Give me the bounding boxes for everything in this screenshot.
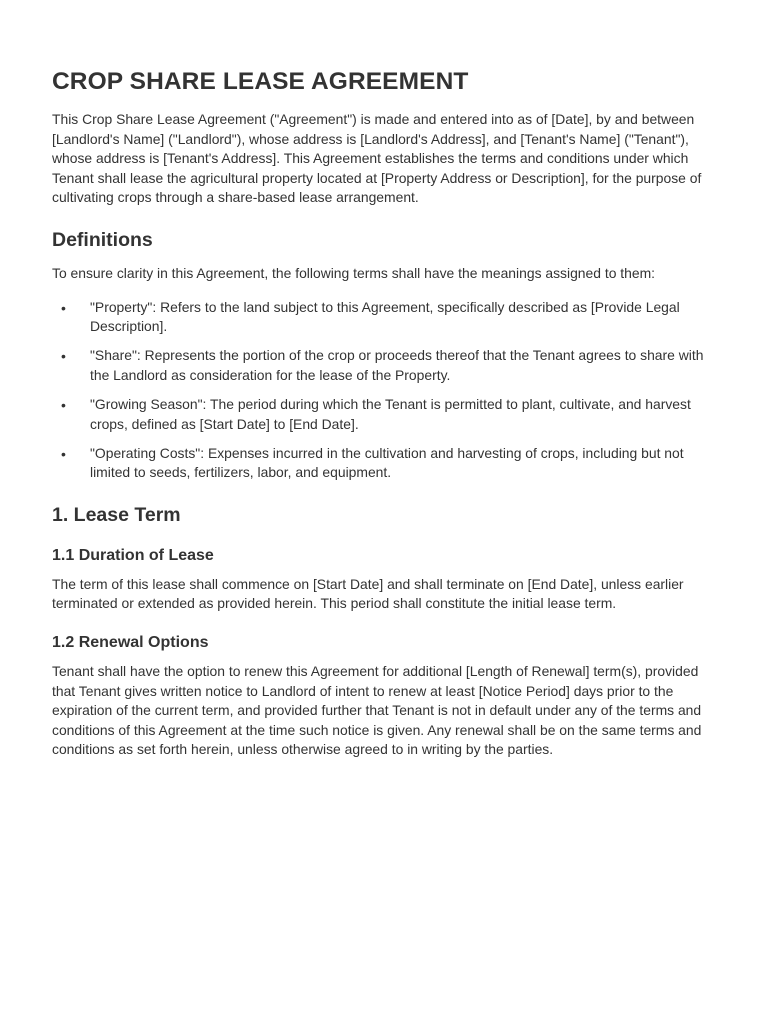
lease-term-heading: 1. Lease Term: [52, 503, 181, 526]
renewal-paragraph: Tenant shall have the option to renew this Agreement for additional [Length of Renewal] term(s), provided that Tenant gives written notice to Landlord of intent to renew at least [Notice Period] days prior to the expiration of the current term, and provided further that Tenant is not in default under any of the terms and conditions of this Agreement at the time such notice is given. Any renewal shall be on the same terms and conditions as set forth herein, unless otherwise agreed to in writing by the parties.: [52, 663, 702, 758]
definition-text: "Share": Represents the portion of the crop or proceeds thereof that the Tenant agrees to share with the Landlord as consideration for the lease of the Property.: [90, 347, 704, 383]
definitions-list: [52, 298, 718, 483]
bullet-icon: •: [61, 348, 66, 365]
definitions-heading: Definitions: [52, 228, 153, 251]
definition-text: "Property": Refers to the land subject to this Agreement, specifically described as [Provide Legal Description].: [90, 298, 680, 335]
bullet-icon: •: [61, 299, 66, 316]
document-title: CROP SHARE LEASE AGREEMENT: [52, 68, 469, 95]
definition-item-share: [52, 346, 718, 385]
duration-heading: 1.1 Duration of Lease: [52, 546, 214, 564]
duration-paragraph: The term of this lease shall commence on [Start Date] and shall terminate on [End Date], unless earlier terminated or extended as provided herein. This period shall constitute the initial lease term.: [52, 575, 684, 612]
definition-item-growing-season: [52, 395, 718, 434]
definition-text: "Growing Season": The period during which the Tenant is permitted to plant, cultivate, and harvest crops, defined as [Start Date] to [End Date].: [90, 395, 691, 432]
bullet-icon: •: [61, 445, 66, 462]
renewal-heading: 1.2 Renewal Options: [52, 634, 209, 651]
bullet-icon: •: [61, 396, 66, 413]
definitions-intro: To ensure clarity in this Agreement, the following terms shall have the meanings assigned to them:: [52, 264, 656, 281]
intro-paragraph: This Crop Share Lease Agreement ("Agreement") is made and entered into as of [Date], by and between [Landlord's Name] ("Landlord"), whose address is [Landlord's Address], and [Tenant's Name] ("Tenant"), whose address is [Tenant's Address]. This Agreement establishes the terms and conditions under which Tenant shall lease the agricultural property located at [Property Address or Description], for the purpose of cultivating crops through a share-based lease arrangement.: [52, 111, 702, 206]
document-page: [52, 68, 718, 760]
definition-item-operating-costs: [52, 444, 718, 483]
definition-item-property: [52, 298, 718, 337]
definition-text: "Operating Costs": Expenses incurred in the cultivation and harvesting of crops, including but not limited to seeds, fertilizers, labor, and equipment.: [90, 444, 684, 481]
